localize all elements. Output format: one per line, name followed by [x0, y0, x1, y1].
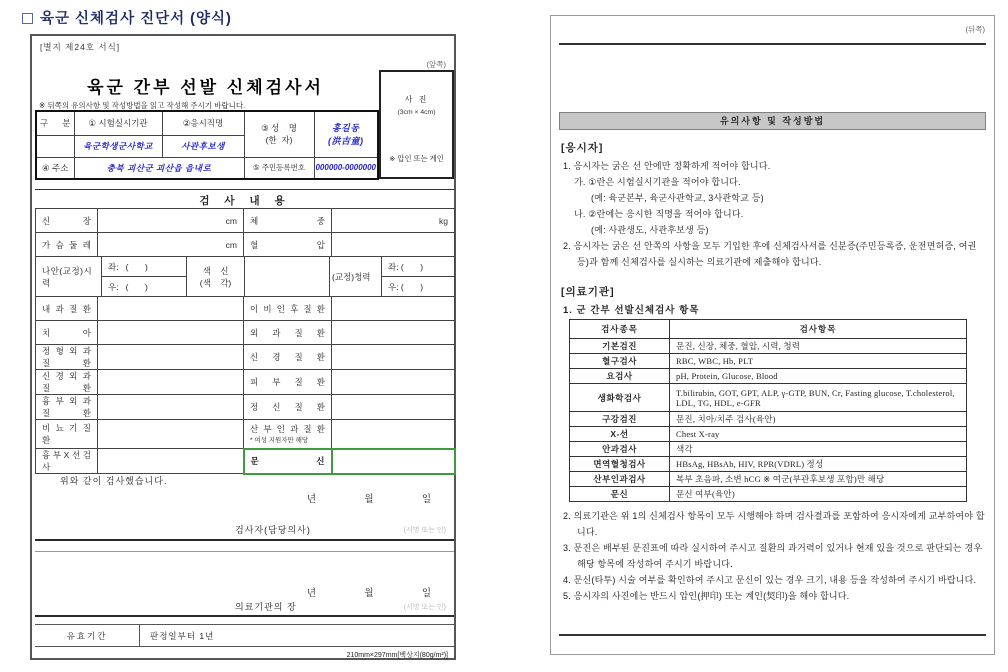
document-title [22, 7, 232, 28]
back-side-label: (뒤쪽) [965, 25, 985, 34]
measurement-table [35, 208, 455, 257]
hospital-item: 5. 응시자의 사진에는 반드시 압인(押印) 또는 계인(契印)을 해야 합니다. [563, 591, 850, 602]
director-rule [35, 615, 454, 617]
exam-category: 안과검사 [570, 442, 670, 457]
front-side-label: (앞쪽) [426, 60, 446, 69]
applicant-item: (예: 사관생도, 사관후보생 등) [591, 225, 709, 236]
exam-items: pH, Protein, Glucose, Blood [670, 369, 967, 384]
disease-row-label: 외 과 질 환 [244, 321, 332, 345]
disease-row-value [332, 370, 455, 395]
front-notice: ※ 뒤쪽의 유의사항 및 작성방법을 읽고 작성해 주시기 바랍니다. [39, 101, 246, 110]
date-line-director: 년 월 일 [306, 588, 432, 599]
form-back-page [550, 15, 995, 655]
name-label: ③ 성 명 (한 자) [244, 111, 314, 157]
applicant-item: (예: 육군본부, 육군사관학교, 3사관학교 등) [591, 193, 764, 204]
name-value: 홍길동 [331, 123, 360, 134]
exam-items: RBC, WBC, Hb, PLT [670, 354, 967, 369]
division-label: 구 분 [36, 111, 74, 135]
bp-label: 혈 압 [244, 233, 332, 257]
form-front-page [30, 34, 456, 660]
name-value-cell [314, 111, 378, 157]
exam-items: HBsAg, HBsAb, HIV, RPR(VDRL) 정성 [670, 457, 967, 472]
disease-row-label: 신 경 질 환 [244, 345, 332, 370]
disease-row-value [98, 420, 244, 449]
chest-label: 가 슴 둘 레 [36, 233, 98, 257]
exam-section-title: 검 사 내 용 [199, 195, 291, 207]
applicant-info-table [35, 110, 379, 180]
validity-row [35, 624, 454, 647]
hospital-items [563, 508, 986, 604]
exam-category: 산부인과검사 [570, 472, 670, 487]
hospital-item: 4. 문신(타투) 시술 여부를 확인하여 주시고 문신이 있는 경우 크기, 내용 등을 작성하여 주시기 바랍니다. [563, 575, 977, 586]
exam-category: 혈구검사 [570, 354, 670, 369]
vision-left-cell: 좌: ( ) [102, 257, 187, 277]
document-title-text: 육군 신체검사 진단서 (양식) [40, 11, 232, 27]
exam-category: 요검사 [570, 369, 670, 384]
back-bottom-rule [559, 634, 986, 636]
height-label: 신 장 [36, 209, 98, 233]
tattoo-value [332, 449, 455, 474]
disease-row-value [332, 321, 455, 345]
exam-category: 문신 [570, 487, 670, 502]
disease-row-value [98, 345, 244, 370]
vision-hearing-table [35, 256, 455, 297]
validity-label: 유효기간 [35, 625, 140, 646]
chest-xray-value [98, 449, 244, 474]
photo-label: 사 진 [404, 95, 429, 104]
weight-label: 체 중 [244, 209, 332, 233]
tattoo-label: 문 신 [244, 449, 332, 474]
rrn-value: 000000-0000000 [314, 157, 378, 179]
exam-items: 문진, 치아/치주 검사(육안) [670, 412, 967, 427]
exam-items-header: 검사종목 [570, 320, 670, 339]
division-empty-cell [36, 135, 74, 157]
form-reference: [별지 제24호 서식] [40, 42, 121, 52]
chest-xray-label: 흉 부 X 선 검 사 [36, 449, 98, 474]
section-rule [35, 551, 454, 552]
disease-row-label: 이 비 인 후 질 환 [244, 297, 332, 321]
height-value-cell: cm [98, 209, 244, 233]
exam-org-value: 육군학생군사학교 [74, 135, 162, 157]
exam-items-header: 검사항목 [670, 320, 967, 339]
disease-row-value [332, 345, 455, 370]
exam-items: 복부 초음파, 소변 hCG ※ 여군(부관후보생 포함)만 해당 [670, 472, 967, 487]
applicant-item: 2. 응시자는 굵은 선 안쪽의 사항을 모두 기입한 후에 신체검사서를 신분증(주민등록증, 운전면허증, 여권 등)과 함께 신체검사를 실시하는 의료기관에 제출해야 합니다. [563, 241, 977, 268]
hearing-right-cell: 우: ( ) [382, 277, 455, 297]
exam-items: 색각 [670, 442, 967, 457]
vision-label: 나안(교정)시력 [36, 257, 102, 297]
chest-value-cell: cm [98, 233, 244, 257]
disease-row-value [98, 321, 244, 345]
disease-row-value [332, 395, 455, 420]
exam-org-label: ① 시험실시기관 [74, 111, 162, 135]
examined-statement: 위와 같이 검사했습니다. [60, 476, 168, 486]
disease-row-label: 비 뇨 기 질 환 [36, 420, 98, 449]
disease-row-label: 정 신 질 환 [244, 395, 332, 420]
hearing-label: (교정)청력 [330, 257, 382, 297]
disease-row-value [332, 420, 455, 449]
exam-items: T.bilirubin, GOT, GPT, ALP, γ-GTP, BUN, Cr, Fasting glucose, T.cholesterol, LDL, TG, HDL, e-GFR [670, 384, 967, 412]
disease-row-label: 흉 부 외 과 질 환 [36, 395, 98, 420]
exam-section-divider [35, 189, 454, 190]
exam-category: X-선 [570, 427, 670, 442]
exam-items: 문진, 신장, 체중, 혈압, 시력, 청력 [670, 339, 967, 354]
examiner-rule [35, 539, 454, 541]
disease-row-value [98, 395, 244, 420]
disease-table [35, 296, 456, 475]
checkbox-icon [22, 13, 33, 24]
disease-row-label: 치 아 [36, 321, 98, 345]
disease-row-value [332, 297, 455, 321]
hospital-item: 2. 의료기관은 위 1의 신체검사 항목이 모두 시행해야 하며 검사결과를 포함하여 응시자에게 교부하여야 합니다. [563, 511, 985, 538]
back-top-rule [559, 43, 986, 45]
disease-row-label: 신 경 외 과 질 환 [36, 370, 98, 395]
sign-note: (서명 또는 인) [403, 604, 446, 611]
disease-row-value [98, 297, 244, 321]
exam-items-table-title: 1. 군 간부 선발신체검사 항목 [563, 305, 700, 316]
hospital-item: 3. 문진은 배부된 문진표에 따라 실시하여 주시고 질환의 과거력이 있거나 현재 있을 것으로 판단되는 경우 해당 항목에 작성하여 주시기 바랍니다. [563, 543, 983, 570]
examiner-label: 검사자(담당의사) [235, 525, 311, 535]
position-label: ②응시직명 [162, 111, 244, 135]
hospital-section-title: [의료기관] [561, 286, 615, 298]
form-title: 육군 간부 선발 신체검사서 [87, 78, 324, 97]
exam-category: 면역혈청검사 [570, 457, 670, 472]
weight-value-cell: kg [332, 209, 455, 233]
disease-row-label-obgyn: 산 부 인 과 질 환 * 여성 지원자만 해당 [244, 420, 332, 449]
applicant-item: 1. 응시자는 굵은 선 안에만 정확하게 적어야 합니다. [563, 161, 771, 171]
exam-category: 생화학검사 [570, 384, 670, 412]
applicant-item: 나. ②란에는 응시한 직명을 적어야 합니다. [574, 209, 744, 220]
notice-bar-title: 유의사항 및 작성방법 [559, 112, 986, 130]
applicant-item: 가. ①란은 시험실시기관을 적어야 합니다. [574, 177, 741, 188]
hearing-left-cell: 좌: ( ) [382, 257, 455, 277]
exam-category: 구강검진 [570, 412, 670, 427]
sign-note: (서명 또는 인) [403, 527, 446, 534]
photo-box [379, 70, 454, 179]
exam-items: Chest X-ray [670, 427, 967, 442]
applicant-items [563, 158, 986, 270]
disease-row-label: 내 과 질 환 [36, 297, 98, 321]
color-vision-label: 색 신 (색 각) [187, 257, 245, 297]
color-vision-value-cell [245, 257, 330, 297]
disease-row-label: 피 부 질 환 [244, 370, 332, 395]
address-value: 충북 괴산군 괴산읍 읍내로 [74, 157, 244, 179]
photo-size: (3cm × 4cm) [397, 109, 436, 116]
exam-category: 기본검진 [570, 339, 670, 354]
rrn-label: ⑤ 주민등록번호 [244, 157, 314, 179]
applicant-section-title: [응시자] [561, 142, 604, 154]
paper-spec: 210mm×297mm[백상지(80g/m²)] [346, 652, 448, 659]
bp-value-cell [332, 233, 455, 257]
disease-row-label: 정 형 외 과 질 환 [36, 345, 98, 370]
exam-items: 문신 여부(육안) [670, 487, 967, 502]
date-line-examiner: 년 월 일 [306, 494, 432, 505]
validity-value: 판정일부터 1년 [150, 631, 215, 641]
obgyn-note: * 여성 지원자만 해당 [250, 437, 309, 445]
address-label: ④ 주소 [36, 157, 74, 179]
director-label: 의료기관의 장 [235, 602, 297, 612]
name-hanja-value: (洪吉童) [328, 136, 364, 147]
disease-row-value [98, 370, 244, 395]
vision-right-cell: 우: ( ) [102, 277, 187, 297]
photo-stamp-note: ※ 압인 또는 계인 [389, 154, 444, 163]
exam-items-table [569, 319, 967, 502]
position-value: 사관후보생 [162, 135, 244, 157]
